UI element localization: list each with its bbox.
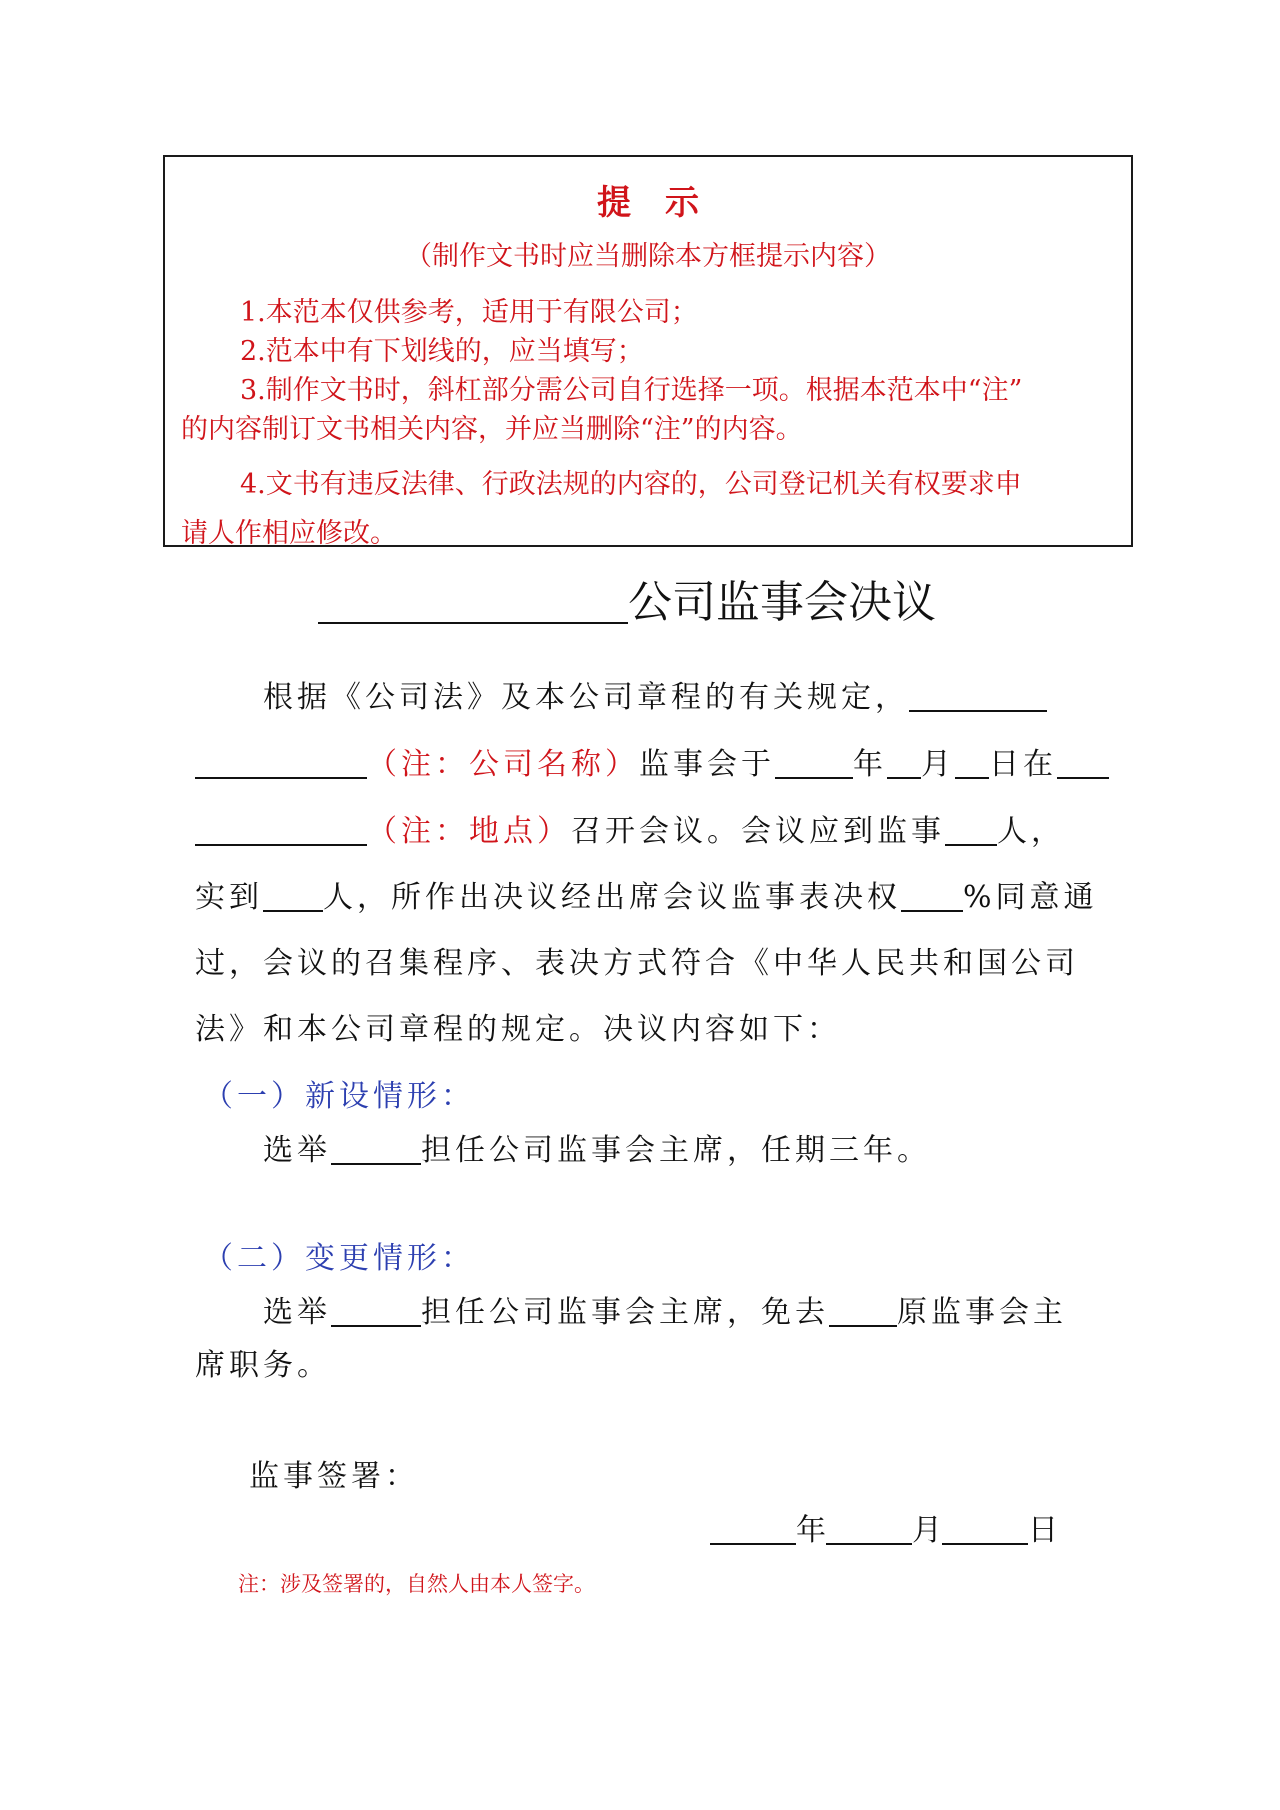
notice-title: 提 示: [597, 183, 699, 223]
blank-chairman-new[interactable]: [331, 1133, 421, 1165]
blank-chairman-elect[interactable]: [331, 1295, 421, 1327]
notice-item-4-line-2: 请人作相应修改。: [181, 518, 397, 549]
blank-day[interactable]: [955, 747, 989, 779]
para-text: 监事会于: [639, 747, 775, 782]
company-name-blank[interactable]: [318, 572, 628, 624]
notice-item-4-line-1: 4.文书有违反法律、行政法规的内容的，公司登记机关有权要求申: [240, 469, 1022, 500]
para-line-3: [195, 806, 1065, 850]
section-2-line-2: 席职务。: [195, 1348, 331, 1383]
date-month-label: 月: [912, 1513, 942, 1548]
section-2-line-1: [263, 1287, 1067, 1331]
blank-company-name[interactable]: [195, 747, 367, 779]
date-line: [710, 1505, 1058, 1549]
blank-date-month[interactable]: [826, 1513, 912, 1545]
blank-year[interactable]: [775, 747, 853, 779]
blank-place-2[interactable]: [195, 814, 367, 846]
signature-label: 监事签署：: [249, 1459, 419, 1494]
blank-field[interactable]: [909, 680, 1047, 712]
para-line-2: [195, 739, 1109, 783]
notice-item-3-line-1: 3.制作文书时，斜杠部分需公司自行选择一项。根据本范本中“注”: [240, 375, 1023, 406]
document-title: 公司监事会决议: [628, 577, 936, 628]
para-text: 根据《公司法》及本公司章程的有关规定，: [263, 680, 909, 715]
para-text: 选举: [263, 1295, 331, 1330]
blank-vote-percent[interactable]: [901, 880, 963, 912]
section-1-line: [263, 1125, 931, 1169]
para-text: 人，所作出决议经出席会议监事表决权: [323, 880, 901, 915]
blank-date-day[interactable]: [942, 1513, 1028, 1545]
footnote: 注：涉及签署的，自然人由本人签字。: [238, 1572, 595, 1596]
section-2-heading: （二）变更情形：: [203, 1241, 475, 1276]
note-company-name: （注：公司名称）: [367, 747, 639, 782]
document-title-line: [318, 566, 936, 630]
blank-supervisors-present[interactable]: [263, 880, 323, 912]
blank-month[interactable]: [887, 747, 921, 779]
para-line-4: [195, 872, 1098, 916]
note-place: （注：地点）: [367, 814, 571, 849]
blank-date-year[interactable]: [710, 1513, 796, 1545]
blank-supervisors-due[interactable]: [945, 814, 997, 846]
para-line-1: [263, 672, 1047, 716]
para-line-5: 过，会议的召集程序、表决方式符合《中华人民共和国公司: [195, 946, 1079, 981]
blank-place[interactable]: [1057, 747, 1109, 779]
para-text: 担任公司监事会主席，任期三年。: [421, 1133, 931, 1168]
notice-item-3-line-2: 的内容制订文书相关内容，并应当删除“注”的内容。: [181, 414, 803, 445]
notice-item-1: 1.本范本仅供参考，适用于有限公司；: [240, 297, 698, 328]
month-label: 月: [921, 747, 955, 782]
person-label: 人，: [997, 814, 1065, 849]
notice-subtitle: （制作文书时应当删除本方框提示内容）: [405, 241, 891, 272]
year-label: 年: [853, 747, 887, 782]
para-text: 召开会议。会议应到监事: [571, 814, 945, 849]
para-text: 实到: [195, 880, 263, 915]
notice-box: [163, 155, 1133, 547]
day-label: 日在: [989, 747, 1057, 782]
date-year-label: 年: [796, 1513, 826, 1548]
para-text: 原监事会主: [897, 1295, 1067, 1330]
para-text: 选举: [263, 1133, 331, 1168]
para-line-6: 法》和本公司章程的规定。决议内容如下：: [195, 1012, 841, 1047]
section-1-heading: （一）新设情形：: [203, 1079, 475, 1114]
blank-chairman-removed[interactable]: [829, 1295, 897, 1327]
notice-item-2: 2.范本中有下划线的，应当填写；: [240, 336, 644, 367]
para-text: %同意通: [963, 880, 1098, 915]
date-day-label: 日: [1028, 1513, 1058, 1548]
para-text: 担任公司监事会主席，免去: [421, 1295, 829, 1330]
